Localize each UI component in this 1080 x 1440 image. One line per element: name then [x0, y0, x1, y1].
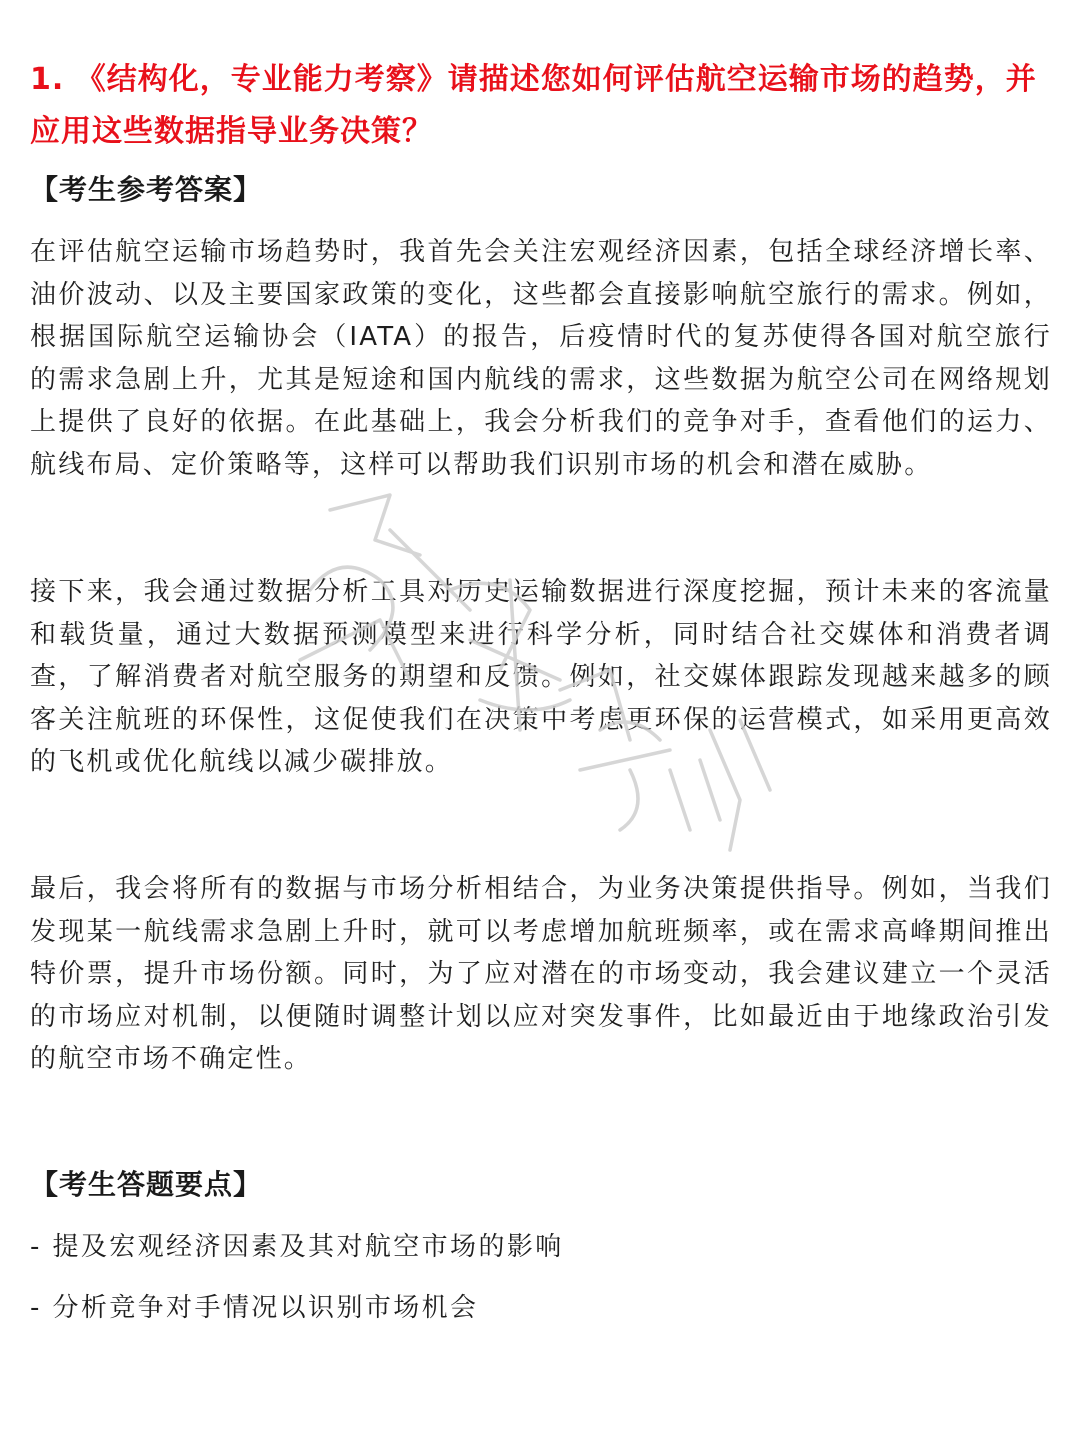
- answer-point-1: - 提及宏观经济因素及其对航空市场的影响: [30, 1232, 564, 1262]
- answer-point-2: - 分析竞争对手情况以识别市场机会: [30, 1293, 479, 1323]
- answer-paragraph-1: 在评估航空运输市场趋势时，我首先会关注宏观经济因素，包括全球经济增长率、油价波动、以及主要国家政策的变化，这些都会直接影响航空旅行的需求。例如，根据国际航空运输协会（IATA）的报告，后疫情时代的复苏使得各国对航空旅行的需求急剧上升，尤其是短途和国内航线的需求，这些数据为航空公司在网络规划上提供了良好的依据。在此基础上，我会分析我们的竞争对手，查看他们的运力、航线布局、定价策略等，这样可以帮助我们识别市场的机会和潜在威胁。: [30, 237, 1052, 480]
- question-heading: 1. 《结构化，专业能力考察》请描述您如何评估航空运输市场的趋势，并应用这些数据指导业务决策？: [30, 62, 1037, 149]
- answer-paragraph-3: 最后，我会将所有的数据与市场分析相结合，为业务决策提供指导。例如，当我们发现某一航线需求急剧上升时，就可以考虑增加航班频率，或在需求高峰期间推出特价票，提升市场份额。同时，为了应对潜在的市场变动，我会建议建立一个灵活的市场应对机制，以便随时调整计划以应对突发事件，比如最近由于地缘政治引发的航空市场不确定性。: [30, 874, 1052, 1074]
- answer-section-title: 【考生参考答案】: [30, 173, 263, 206]
- points-section-title: 【考生答题要点】: [30, 1168, 263, 1201]
- answer-paragraph-2: 接下来，我会通过数据分析工具对历史运输数据进行深度挖掘，预计未来的客流量和载货量，通过大数据预测模型来进行科学分析，同时结合社交媒体和消费者调查，了解消费者对航空服务的期望和反馈。例如，社交媒体跟踪发现越来越多的顾客关注航班的环保性，这促使我们在决策中考虑更环保的运营模式，如采用更高效的飞机或优化航线以减少碳排放。: [30, 577, 1052, 777]
